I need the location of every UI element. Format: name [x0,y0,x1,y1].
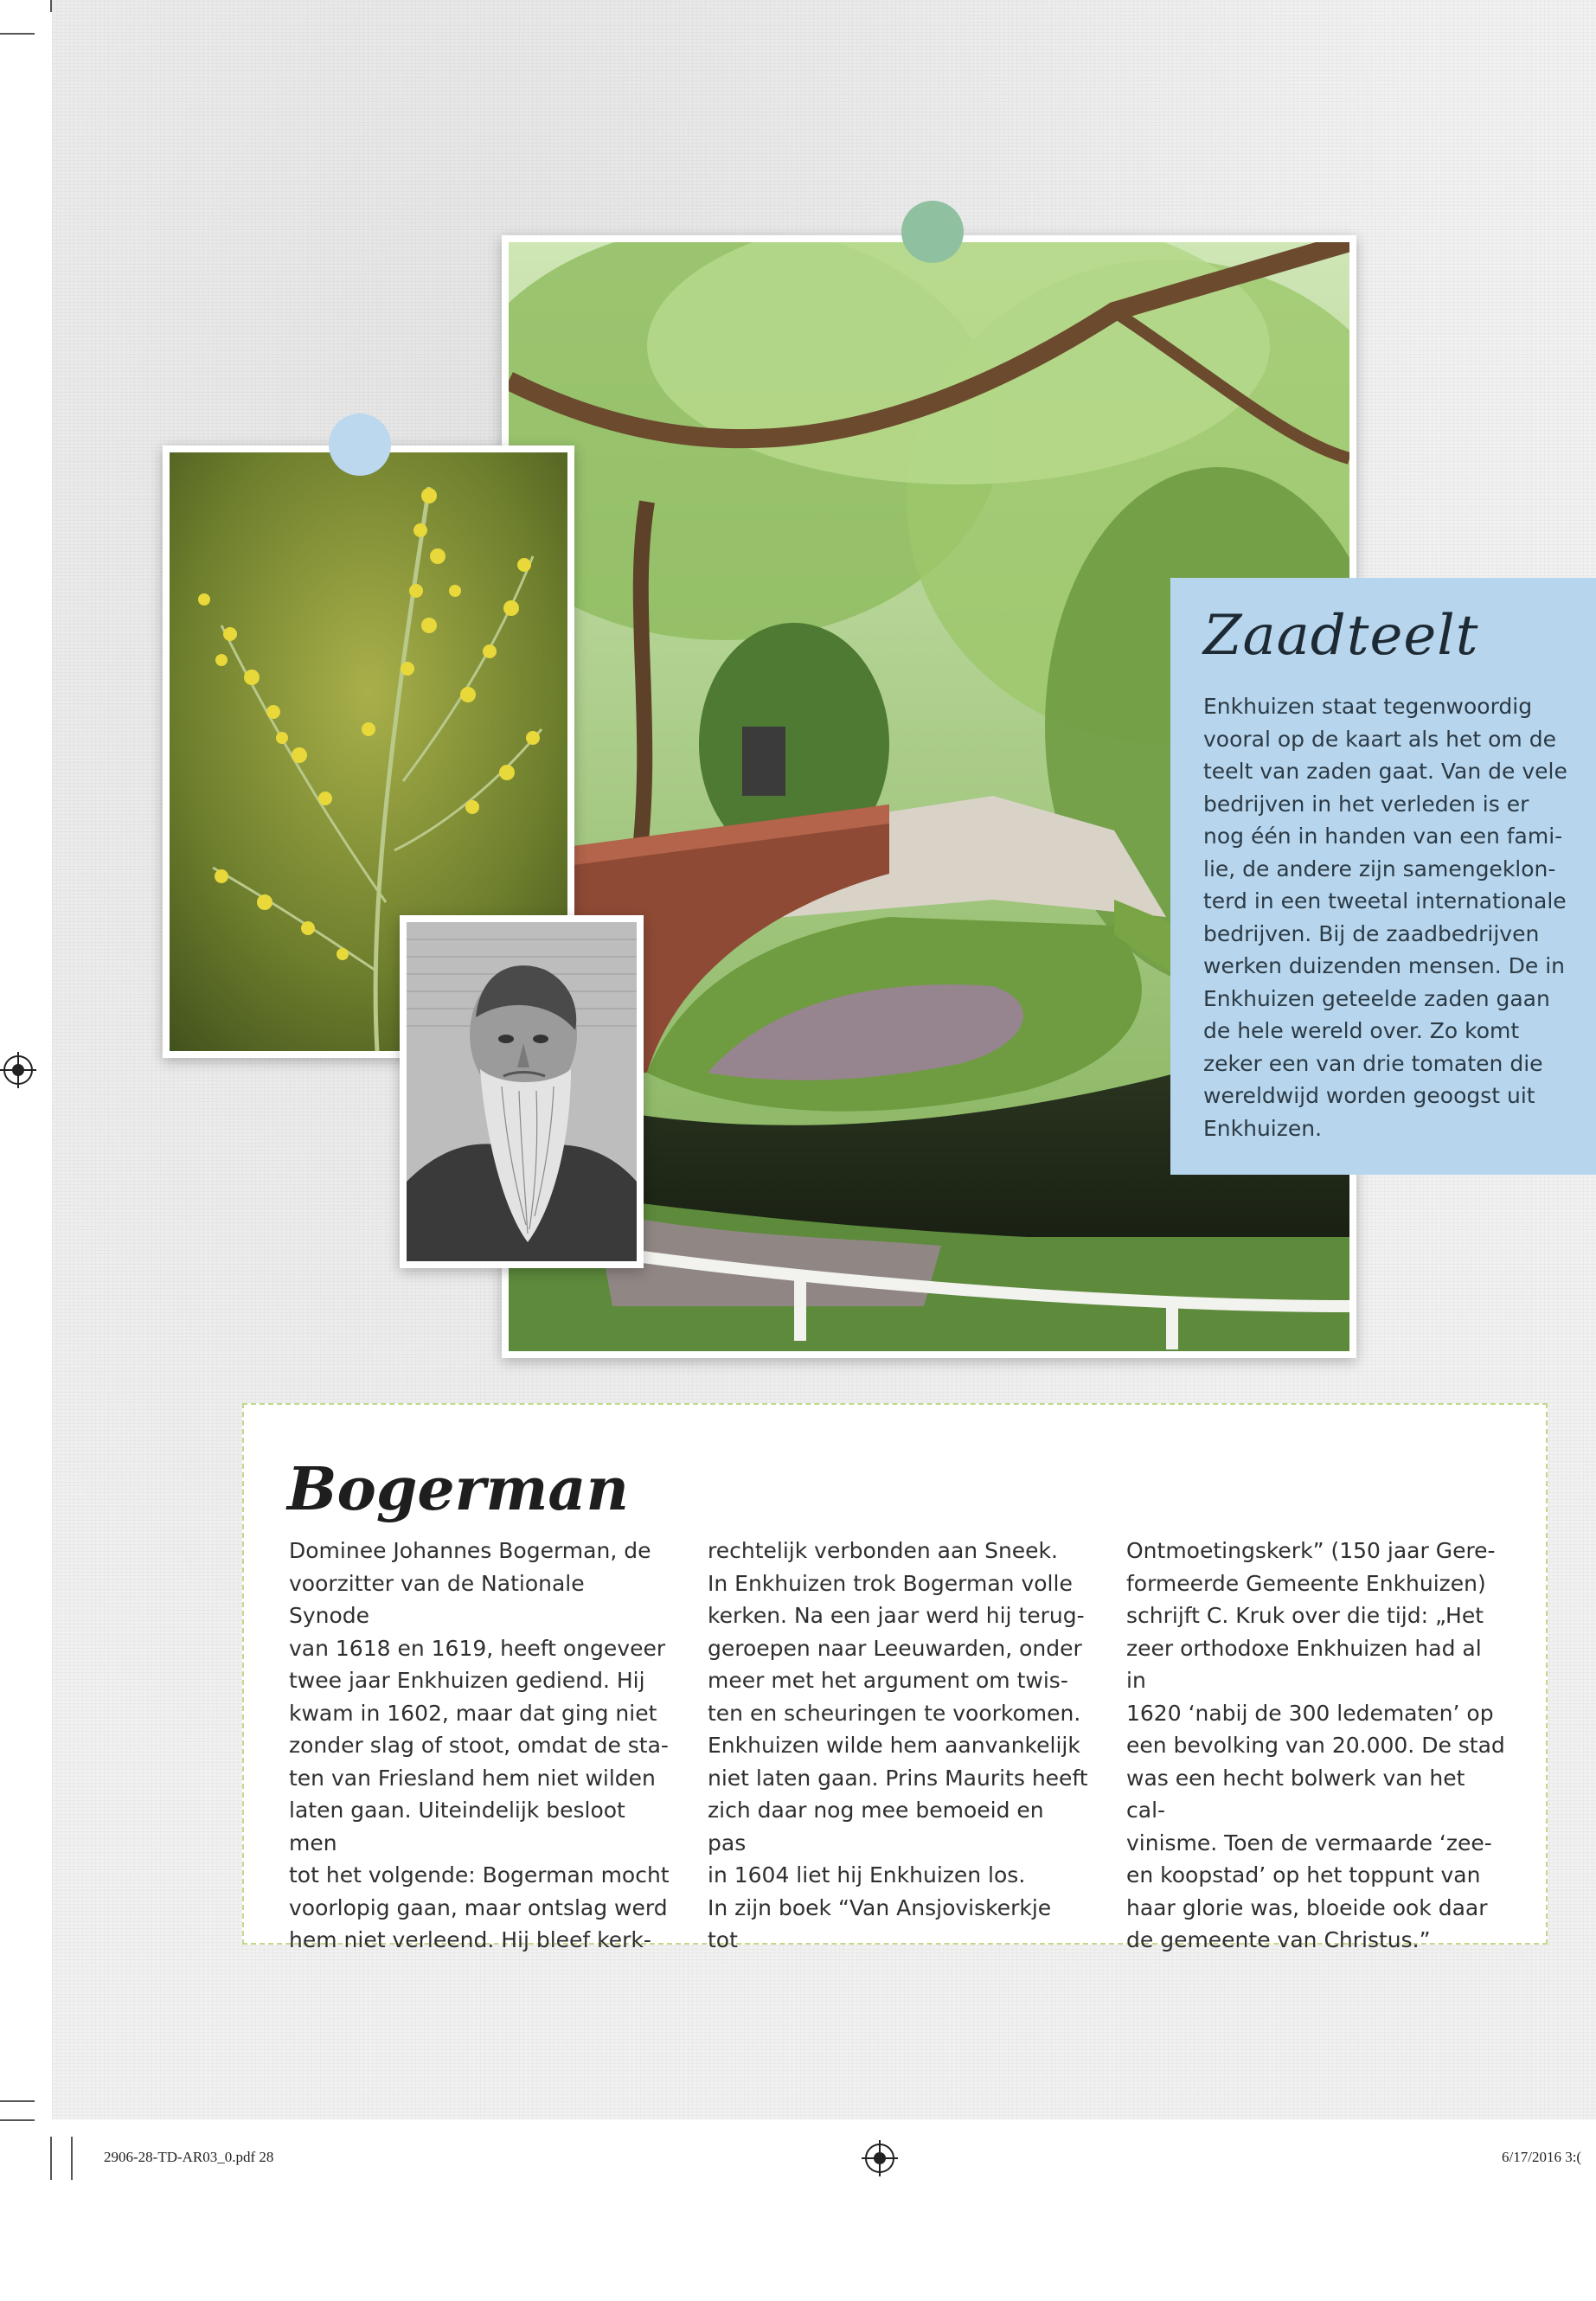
text-line: zich daar nog mee bemoeid en pas [708,1798,1044,1856]
text-line: hem niet verleend. Hij bleef kerk- [289,1927,651,1952]
bogerman-column-1 [289,1535,670,1957]
text-line: Dominee Johannes Bogerman, de [289,1538,651,1563]
zaadteelt-text [1203,690,1575,1144]
text-line: bedrijven. Bij de zaadbedrijven [1203,920,1540,946]
portrait-engraving-illustration [407,922,637,1261]
text-line: Enkhuizen staat tegenwoordig [1203,694,1533,719]
blue-pin-icon [329,413,391,476]
text-line: ten en scheuringen te voorkomen. [708,1700,1081,1726]
text-line: Enkhuizen wilde hem aanvankelijk [708,1733,1080,1758]
crop-mark [71,2137,73,2180]
crop-mark [0,33,35,35]
zaadteelt-box [1170,578,1596,1175]
bogerman-portrait [400,915,644,1268]
text-line: twee jaar Enkhuizen gediend. Hij [289,1668,645,1693]
text-line: lie, de andere zijn samengeklon- [1203,856,1556,881]
text-line: wereldwijd worden geoogst uit [1203,1083,1535,1108]
text-line: werken duizenden mensen. De in [1203,953,1566,978]
text-line: zeer orthodoxe Enkhuizen had al in [1126,1635,1482,1693]
text-line: Enkhuizen geteelde zaden gaan [1203,985,1550,1011]
zaadteelt-title: Zaadteelt [1203,604,1479,668]
text-line: In zijn boek “Van Ansjoviskerkje tot [708,1894,1052,1952]
text-line: tot het volgende: Bogerman mocht [289,1862,670,1888]
text-line: Ontmoetingskerk” (150 jaar Gere- [1126,1538,1496,1563]
page-bleed-margin [0,0,52,2301]
text-line: en koopstad’ op het toppunt van [1126,1862,1481,1888]
text-line: voorlopig gaan, maar ontslag werd [289,1894,668,1920]
text-line: kerken. Na een jaar werd hij terug- [708,1603,1085,1628]
text-line: haar glorie was, bloeide ook daar [1126,1894,1488,1920]
text-line: bedrijven in het verleden is er [1203,791,1529,817]
text-line: schrijft C. Kruk over die tijd: „Het [1126,1603,1484,1628]
text-line: meer met het argument om twis- [708,1668,1068,1693]
text-line: Enkhuizen. [1203,1115,1323,1141]
bogerman-title: Bogerman [287,1455,629,1524]
text-line: 1620 ‘nabij de 300 ledematen’ op [1126,1700,1494,1726]
green-pin-icon [901,201,964,263]
crop-mark [0,2100,35,2102]
crop-mark [50,2137,52,2180]
text-line: de gemeente van Christus.” [1126,1927,1431,1952]
text-line: de hele wereld over. Zo komt [1203,1018,1520,1043]
bogerman-column-2 [708,1535,1088,1957]
registration-mark-icon [3,1055,33,1085]
text-line: zonder slag of stoot, omdat de sta- [289,1733,669,1758]
bogerman-box [242,1403,1548,1952]
text-line: van 1618 en 1619, heeft ongeveer [289,1635,666,1661]
text-line: niet laten gaan. Prins Maurits heeft [708,1765,1088,1791]
text-line: teelt van zaden gaat. Van de vele [1203,759,1567,784]
text-line: terd in een tweetal internationale [1203,888,1567,913]
text-line: nog één in handen van een fami- [1203,824,1563,849]
footer-date: 6/17/2016 3:( [1502,2149,1582,2165]
text-line: rechtelijk verbonden aan Sneek. [708,1538,1058,1563]
text-line: was een hecht bolwerk van het cal- [1126,1765,1465,1823]
text-line: vooral op de kaart als het om de [1203,726,1556,752]
text-line: vinisme. Toen de vermaarde ‘zee- [1126,1830,1492,1856]
text-line: kwam in 1602, maar dat ging niet [289,1700,657,1726]
bogerman-column-3 [1126,1535,1507,1957]
footer-filename: 2906-28-TD-AR03_0.pdf 28 [104,2149,274,2165]
registration-mark-icon [865,2144,894,2173]
page-bottom-margin [0,2119,1596,2301]
text-line: zeker een van drie tomaten die [1203,1050,1543,1076]
text-line: voorzitter van de Nationale Synode [289,1570,585,1628]
text-line: in 1604 liet hij Enkhuizen los. [708,1862,1026,1888]
crop-mark [0,2119,35,2121]
crop-mark [50,0,52,12]
text-line: In Enkhuizen trok Bogerman volle [708,1570,1073,1596]
text-line: laten gaan. Uiteindelijk besloot men [289,1798,625,1856]
text-line: geroepen naar Leeuwarden, onder [708,1635,1082,1661]
text-line: ten van Friesland hem niet wilden [289,1765,656,1791]
text-line: formeerde Gemeente Enkhuizen) [1126,1570,1486,1596]
text-line: een bevolking van 20.000. De stad [1126,1733,1505,1758]
